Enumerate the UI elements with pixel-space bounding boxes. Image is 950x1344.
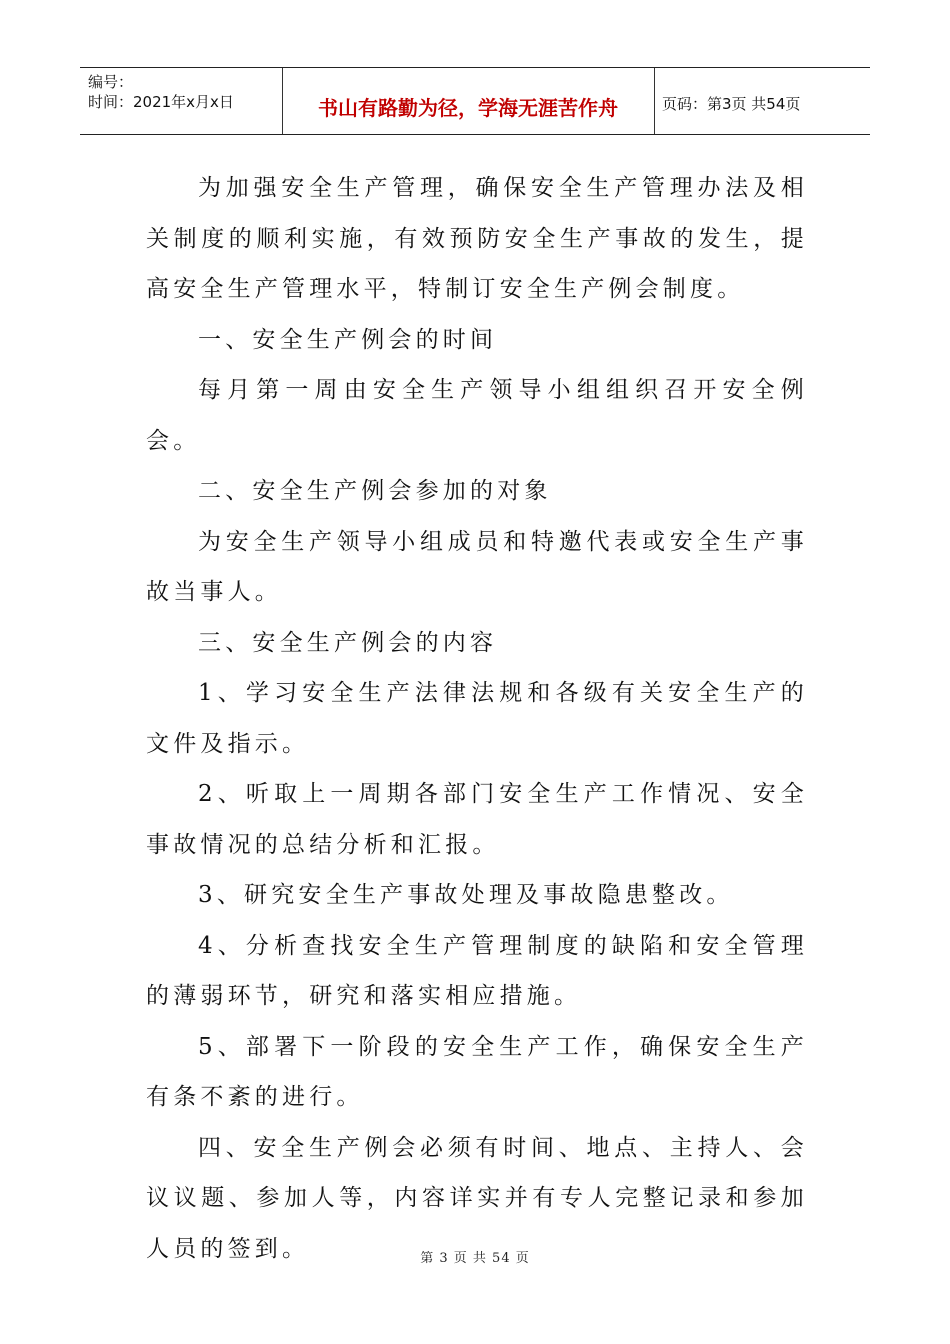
paragraph: 每月第一周由安全生产领导小组组织召开安全例会。 <box>146 377 808 454</box>
section-heading-3: 三、安全生产例会的内容 <box>198 629 498 656</box>
section-heading-1: 一、安全生产例会的时间 <box>198 326 498 353</box>
document-time-label: 时间：2021年x月x日 <box>88 93 234 111</box>
page-footer: 第 3 页 共 54 页 <box>420 1251 530 1266</box>
header-page-info: 页码：第3页 共54页 <box>662 95 801 113</box>
list-item: 2、听取上一周期各部门安全生产工作情况、安全事故情况的总结分析和汇报。 <box>146 781 808 858</box>
section-heading-4: 四、安全生产例会必须有时间、地点、主持人、会议议题、参加人等，内容详实并有专人完整记录和参加人员的签到。 <box>146 1134 808 1262</box>
document-header <box>80 67 870 135</box>
list-item: 1、学习安全生产法律法规和各级有关安全生产的文件及指示。 <box>146 680 808 757</box>
section-heading-2: 二、安全生产例会参加的对象 <box>198 478 552 504</box>
list-item: 5、部署下一阶段的安全生产工作，确保安全生产有条不紊的进行。 <box>146 1033 808 1110</box>
header-motto: 书山有路勤为径，学海无涯苦作舟 <box>318 96 618 120</box>
paragraph: 为安全生产领导小组成员和特邀代表或安全生产事故当事人。 <box>146 528 808 605</box>
list-item: 4、分析查找安全生产管理制度的缺陷和安全管理的薄弱环节，研究和落实相应措施。 <box>146 932 808 1009</box>
document-number-label: 编号： <box>88 73 134 91</box>
document-body <box>146 163 808 1274</box>
header-motto-cell <box>282 68 655 134</box>
header-page-cell <box>654 68 870 134</box>
paragraph-intro: 为加强安全生产管理，确保安全生产管理办法及相关制度的顺利实施，有效预防安全生产事故的发生，提高安全生产管理水平，特制订安全生产例会制度。 <box>146 175 808 302</box>
header-meta-cell <box>80 68 283 134</box>
list-item: 3、研究安全生产事故处理及事故隐患整改。 <box>198 882 734 908</box>
